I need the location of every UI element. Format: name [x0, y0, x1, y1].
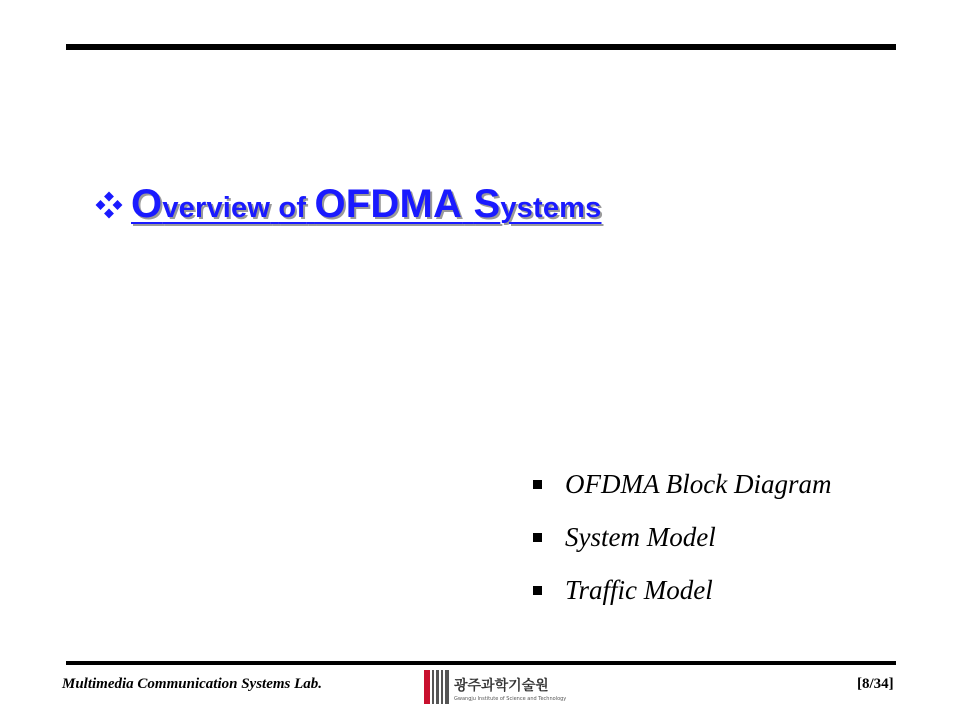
svg-text:Gwangju Institute of Science a: Gwangju Institute of Science and Technology	[454, 696, 567, 702]
lab-name: Multimedia Communication Systems Lab.	[62, 676, 323, 692]
square-bullet-icon	[533, 586, 542, 595]
topic-label: System Model	[565, 522, 716, 552]
topic-label: Traffic Model	[565, 575, 713, 605]
square-bullet-icon	[533, 533, 542, 542]
title-word-overview-rest: verview	[162, 192, 271, 224]
diamond-star-bullet-icon	[96, 192, 122, 218]
topic-list-item	[533, 511, 831, 564]
title-initial-s: S	[473, 182, 501, 226]
svg-text:광주과학기술원: 광주과학기술원	[454, 678, 549, 694]
topic-list	[533, 458, 831, 617]
top-rule	[66, 44, 896, 50]
title-word-of: of	[278, 192, 307, 224]
slide-title-text	[131, 182, 602, 227]
topic-list-item	[533, 564, 831, 617]
title-word-ofdma: OFDMA	[314, 182, 463, 226]
page-indicator: [8/34]	[857, 676, 894, 692]
gist-logo	[424, 668, 567, 708]
topic-list-item	[533, 458, 831, 511]
bottom-rule	[66, 661, 896, 665]
square-bullet-icon	[533, 480, 542, 489]
title-initial-o: O	[131, 182, 163, 226]
slide-title	[96, 182, 602, 227]
title-word-systems-rest: ystems	[500, 192, 602, 224]
topic-label: OFDMA Block Diagram	[565, 469, 832, 499]
